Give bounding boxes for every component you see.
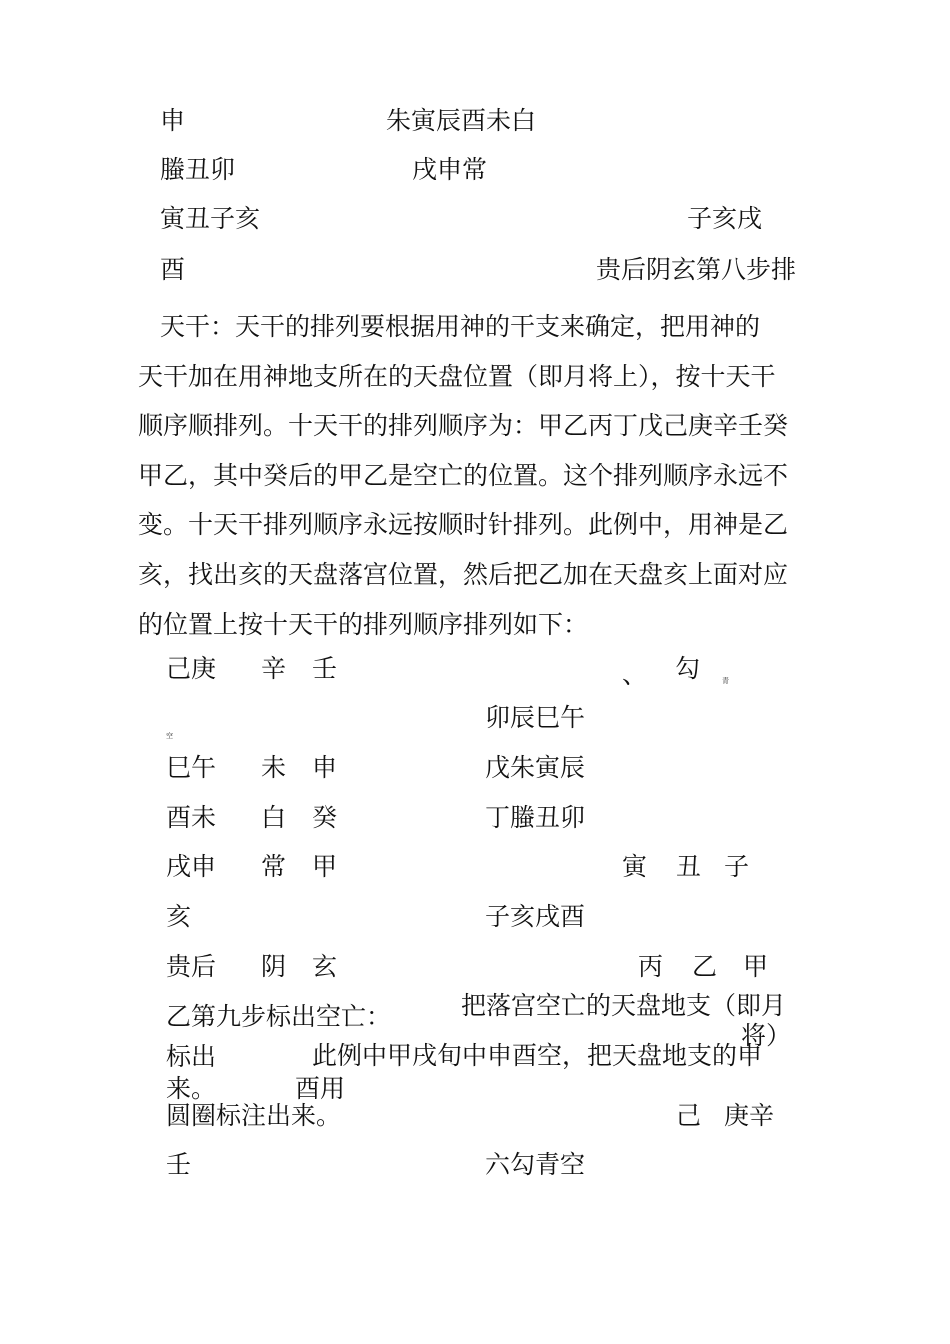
step9-overflow-right: 将） (741, 1021, 792, 1050)
paragraph-line: 变。十天干排列顺序永远按顺时针排列。此例中，用神是乙 (138, 510, 789, 540)
top-r1-left: 申 (160, 106, 186, 135)
chart-a-mark: 、 (622, 660, 648, 689)
chart-g3: 玄 (312, 952, 338, 981)
step9-line3-r2: 庚辛 (724, 1101, 775, 1130)
step9-cut-mid-clip (295, 1074, 355, 1103)
chart-g2: 阴 (261, 952, 287, 981)
step9-line2-mid: 此例中甲戌旬中申酉空，把天盘地支的申 (312, 1041, 763, 1070)
chart-d2: 白 (261, 803, 287, 832)
chart-a2: 辛 (261, 654, 287, 683)
chart-b-mid: 卯辰巳午 (485, 703, 586, 732)
chart-c2: 未 (261, 753, 287, 782)
step9-right: 把落宫空亡的天盘地支（即月 (461, 991, 787, 1020)
step9-line3-left: 圆圈标注出来。 (166, 1101, 342, 1130)
chart-c3: 申 (312, 753, 338, 782)
chart-g-r3: 甲 (743, 952, 769, 981)
top-r2-left: 螣丑卯 (160, 155, 236, 184)
body-paragraph (138, 302, 810, 649)
step9-cut-left-clip (166, 1074, 217, 1103)
chart-b-tiny: 空 (166, 732, 173, 740)
step9-line3-r1: 己 (676, 1101, 702, 1130)
step9-overflow-clip (741, 1021, 792, 1050)
step9-line4-mid: 六勾青空 (485, 1150, 586, 1179)
chart-a1: 己庚 (166, 654, 217, 683)
top-r1-mid: 朱寅辰酉未白 (386, 106, 537, 135)
chart-g-r1: 丙 (638, 952, 664, 981)
paragraph-line: 甲乙，其中癸后的甲乙是空亡的位置。这个排列顺序永远不 (138, 460, 789, 490)
paragraph-line: 的位置上按十天干的排列顺序排列如下： (138, 609, 589, 639)
chart-e-r2: 丑 (676, 852, 702, 881)
paragraph-line: 亥，找出亥的天盘落宫位置，然后把乙加在天盘亥上面对应 (138, 559, 789, 589)
paragraph-line: 天干：天干的排列要根据用神的干支来确定，把用神的 (160, 312, 761, 341)
chart-e-r3: 子 (724, 852, 750, 881)
paragraph-line: 天干加在用神地支所在的天盘位置（即月将上），按十天干 (138, 361, 776, 391)
chart-g1: 贵后 (166, 952, 217, 981)
chart-a3: 壬 (312, 654, 338, 683)
step9-line4-left: 壬 (166, 1150, 192, 1179)
top-r3-left: 寅丑子亥 (160, 204, 261, 233)
chart-d1: 酉未 (166, 803, 217, 832)
chart-g-r2: 乙 (692, 952, 718, 981)
top-r2-mid: 戌申常 (412, 155, 488, 184)
chart-f-mid: 子亥戌酉 (485, 902, 586, 931)
chart-a-gou: 勾 (675, 654, 701, 683)
chart-e-r1: 寅 (622, 852, 648, 881)
chart-a-tiny: 青 (722, 677, 729, 685)
step9-cut-left: 来。 (166, 1074, 217, 1103)
chart-d3: 癸 (312, 803, 338, 832)
paragraph-line: 顺序顺排列。十天干的排列顺序为：甲乙丙丁戊己庚辛壬癸 (138, 411, 789, 441)
chart-c1: 巳午 (166, 753, 217, 782)
top-r4-right: 贵后阴玄第八步排 (596, 255, 797, 284)
chart-e3: 甲 (312, 852, 338, 881)
chart-e1: 戌申 (166, 852, 217, 881)
chart-f1: 亥 (166, 902, 192, 931)
chart-d-mid: 丁螣丑卯 (485, 803, 586, 832)
top-r3-right: 子亥戌 (687, 204, 763, 233)
chart-c-mid: 戊朱寅辰 (485, 753, 586, 782)
chart-e2: 常 (261, 852, 287, 881)
top-r4-left: 酉 (160, 255, 186, 284)
step9-line2-left: 标出 (166, 1042, 217, 1071)
step9-cut-mid: 酉用 (295, 1074, 346, 1103)
step9-left: 乙第九步标出空亡： (166, 1002, 392, 1031)
